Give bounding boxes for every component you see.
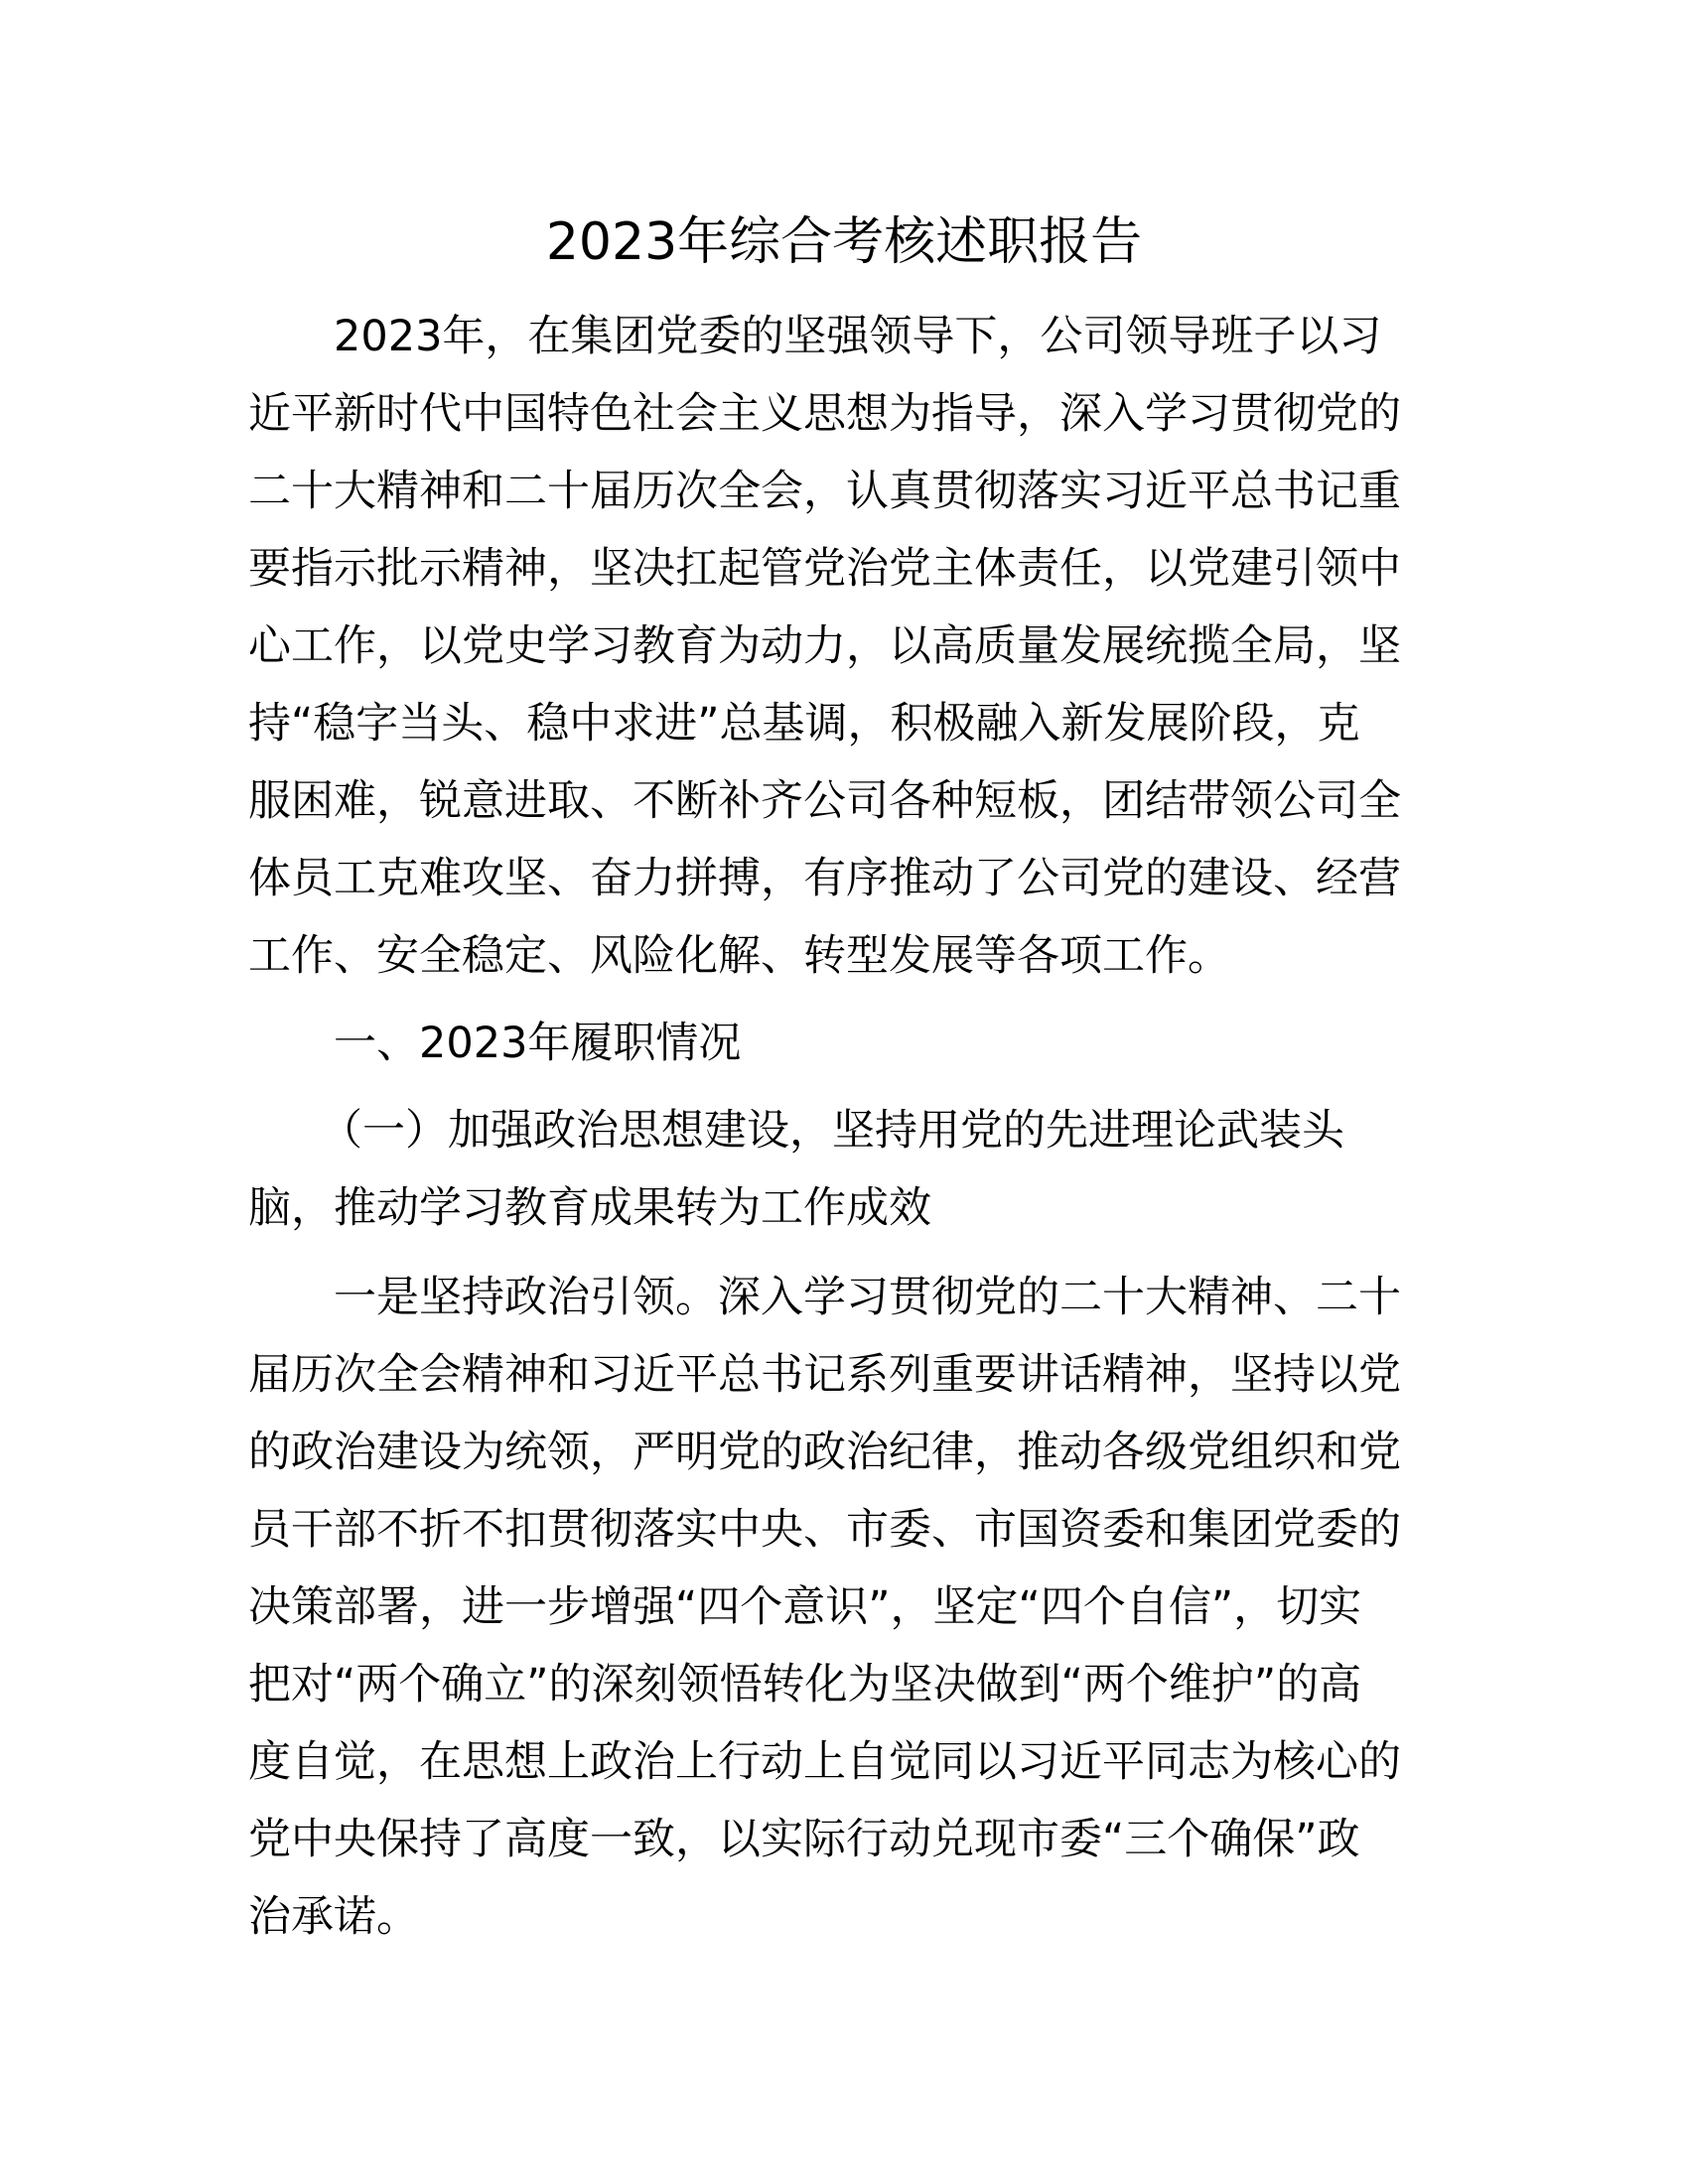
section-heading-text: 一、2023年履职情况 bbox=[334, 1019, 742, 1068]
subsection-line: （一）加强政治思想建设，坚持用党的先进理论武装头 bbox=[320, 1106, 1344, 1156]
section-heading bbox=[248, 1005, 1440, 1082]
paragraph-line: 党中央保持了高度一致，以实际行动兑现市委“三个确保”政 bbox=[248, 1815, 1360, 1864]
intro-line: 要指示批示精神，坚决扛起管党治党主体责任，以党建引领中 bbox=[248, 544, 1401, 594]
intro-line: 体员工克难攻坚、奋力拼搏，有序推动了公司党的建设、经营 bbox=[248, 854, 1401, 903]
paragraph-line: 决策部署，进一步增强“四个意识”，坚定“四个自信”，切实 bbox=[248, 1582, 1362, 1632]
intro-line: 2023年，在集团党委的坚强领导下，公司领导班子以习 bbox=[334, 312, 1382, 361]
intro-line: 工作、安全稳定、风险化解、转型发展等各项工作。 bbox=[248, 931, 1230, 981]
paragraph-line: 的政治建设为统领，严明党的政治纪律，推动各级党组织和党 bbox=[248, 1428, 1401, 1477]
document-body bbox=[248, 298, 1440, 1956]
intro-line: 二十大精神和二十届历次全会，认真贯彻落实习近平总书记重 bbox=[248, 467, 1401, 516]
paragraph-line: 届历次全会精神和习近平总书记系列重要讲话精神，坚持以党 bbox=[248, 1350, 1401, 1400]
paragraph-line: 员干部不折不扣贯彻落实中央、市委、市国资委和集团党委的 bbox=[248, 1505, 1401, 1555]
paragraph-line: 治承诺。 bbox=[248, 1892, 419, 1942]
paragraph-line: 度自觉，在思想上政治上行动上自觉同以习近平同志为核心的 bbox=[248, 1737, 1401, 1787]
paragraph-line: 把对“两个确立”的深刻领悟转化为坚决做到“两个维护”的高 bbox=[248, 1660, 1362, 1709]
intro-line: 近平新时代中国特色社会主义思想为指导，深入学习贯彻党的 bbox=[248, 389, 1401, 439]
intro-paragraph bbox=[248, 298, 1440, 995]
intro-line: 心工作，以党史学习教育为动力，以高质量发展统揽全局，坚 bbox=[248, 621, 1401, 671]
subsection-line: 脑，推动学习教育成果转为工作成效 bbox=[248, 1183, 931, 1233]
intro-line: 服困难，锐意进取、不断补齐公司各种短板，团结带领公司全 bbox=[248, 776, 1401, 826]
body-paragraph bbox=[248, 1259, 1440, 1956]
document-title: 2023年综合考核述职报告 bbox=[545, 212, 1143, 272]
subsection-heading bbox=[248, 1092, 1440, 1247]
paragraph-line: 一是坚持政治引领。深入学习贯彻党的二十大精神、二十 bbox=[334, 1273, 1401, 1322]
intro-line: 持“稳字当头、稳中求进”总基调，积极融入新发展阶段，克 bbox=[248, 699, 1360, 749]
